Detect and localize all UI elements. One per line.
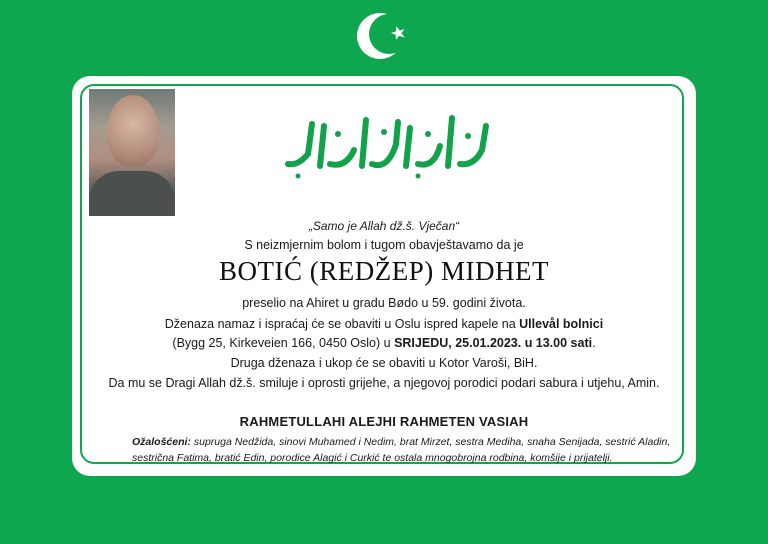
crescent-star-icon	[354, 10, 414, 62]
burial-info: Druga dženaza i ukop će se obaviti u Kotor Varoši, BiH.	[230, 356, 538, 370]
death-info: preselio na Ahiret u gradu Bødo u 59. godini života.	[242, 296, 526, 310]
funeral-info: Dženaza namaz i ispraćaj će se obaviti u Oslu ispred kapele na Ullevål bolnici	[164, 317, 604, 331]
rahmetullahi-text: RAHMETULLAHI ALEJHI RAHMETEN VASIAH	[239, 414, 529, 429]
funeral-date: (Bygg 25, Kirkeveien 166, 0450 Oslo) u SRIJEDU, 25.01.2023. u 13.00 sati.	[172, 336, 596, 350]
arabic-calligraphy-logo	[268, 104, 508, 184]
deceased-name: BOTIĆ (REDŽEP) MIDHET	[219, 256, 549, 286]
portrait-photo	[89, 89, 175, 216]
prayer-text: Da mu se Dragi Allah dž.š. smiluje i oprosti grijehe, a njegovoj porodici podari sabura i utjehu, Amin.	[108, 376, 660, 390]
mourners-list	[132, 434, 684, 466]
intro-text: S neizmjernim bolom i tugom obavještavamo da je	[244, 238, 524, 252]
mourners-text: supruga Nedžida, sinovi Muhamed i Nedim, brat Mirzet, sestra Mediha, snaha Senijada, sestrić Aladin, sestrična Fatima, bratić Edin, porodice Alagić i Curkić te ostala mnogobrojna rodbina, komšije i prijatelji.	[132, 436, 671, 464]
mourners-label: Ožalošćeni:	[132, 436, 191, 448]
quote-text: „Samo je Allah dž.š. Vječan“	[308, 219, 460, 233]
